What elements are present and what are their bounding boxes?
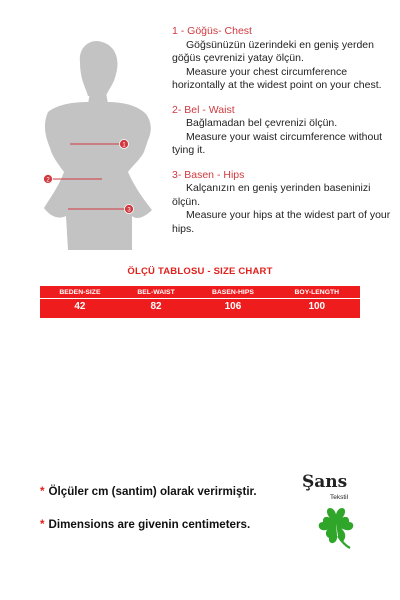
section-text-tr: Göğsünüzün üzerindeki en geniş yerden göğüs çevrenizi yatay ölçün. bbox=[172, 38, 374, 64]
section-text-en: Measure your hips at the widest part of your hips. bbox=[172, 209, 391, 235]
marker-2 bbox=[44, 175, 53, 184]
section-title: 2- Bel - Waist bbox=[172, 103, 235, 116]
notes bbox=[40, 485, 257, 551]
size-chart-title: ÖLÇÜ TABLOSU - SIZE CHART bbox=[127, 266, 273, 277]
note-tr bbox=[40, 485, 257, 498]
svg-text:1: 1 bbox=[122, 142, 126, 149]
section-text-en: Measure your waist circumference without tying it. bbox=[172, 130, 383, 156]
section-chest bbox=[172, 25, 394, 93]
svg-text:3: 3 bbox=[127, 207, 131, 214]
svg-text:2: 2 bbox=[46, 177, 50, 184]
cell-size: 42 bbox=[74, 301, 86, 312]
marker-3 bbox=[125, 205, 134, 214]
size-chart-header-row bbox=[40, 286, 360, 299]
marker-1 bbox=[120, 140, 129, 149]
size-chart-row bbox=[40, 299, 360, 319]
section-title: 1 - Göğüs- Chest bbox=[172, 25, 252, 37]
header-waist: BEL-WAIST bbox=[137, 289, 175, 296]
clover-icon bbox=[312, 502, 360, 550]
logo-name: Şans bbox=[302, 472, 348, 492]
note-star: * bbox=[40, 485, 45, 498]
section-text-tr: Kalçanızın en geniş yerinden baseninizi ölçün. bbox=[172, 182, 371, 208]
header-hips: BASEN-HIPS bbox=[211, 289, 254, 296]
section-hips bbox=[172, 169, 394, 237]
body-silhouette bbox=[28, 40, 168, 250]
cell-length: 100 bbox=[308, 301, 326, 312]
note-en bbox=[40, 518, 257, 531]
section-title: 3- Basen - Hips bbox=[172, 168, 245, 181]
logo-subtitle: Tekstil bbox=[330, 494, 349, 501]
silhouette-figure bbox=[28, 40, 168, 250]
size-chart-table bbox=[40, 286, 360, 318]
section-text-tr: Bağlamadan bel çevrenizi ölçün. bbox=[186, 117, 338, 129]
section-waist bbox=[172, 104, 394, 158]
silhouette-shape bbox=[44, 41, 152, 250]
note-text-en: Dimensions are givenin centimeters. bbox=[48, 518, 251, 531]
brand-logo bbox=[302, 472, 372, 552]
cell-waist: 82 bbox=[150, 301, 162, 312]
header-size: BEDEN-SIZE bbox=[59, 289, 101, 296]
measurement-instructions bbox=[172, 25, 394, 247]
note-text-tr: Ölçüler cm (santim) olarak verirmiştir. bbox=[48, 485, 257, 498]
note-star: * bbox=[40, 518, 45, 531]
section-text-en: Measure your chest circumference horizontally at the widest point on your chest. bbox=[172, 65, 382, 91]
header-length: BOY-LENGTH bbox=[294, 289, 340, 296]
cell-hips: 106 bbox=[224, 301, 242, 312]
